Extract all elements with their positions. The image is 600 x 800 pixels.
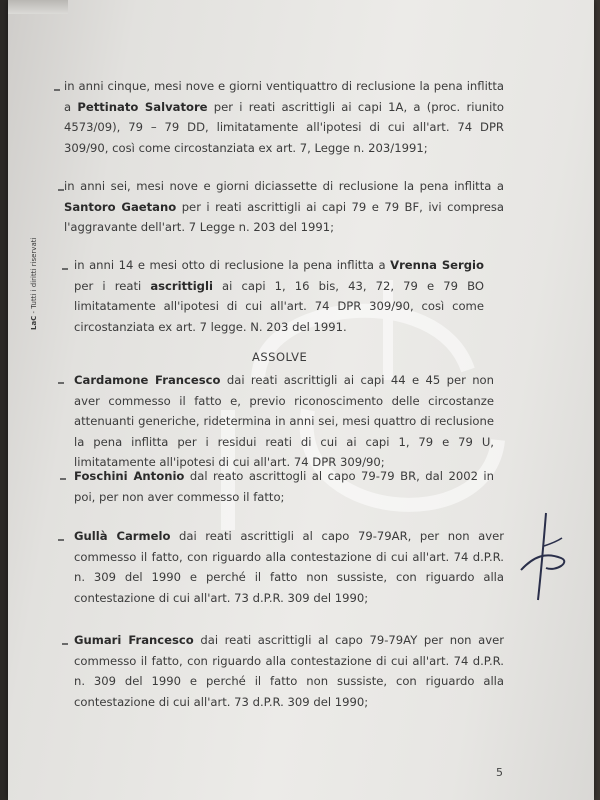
acquittal-cardamone bbox=[74, 370, 494, 473]
acquittal-gumari bbox=[74, 630, 504, 712]
defendant-name: Foschini Antonio bbox=[74, 469, 185, 483]
acquittal-gulla bbox=[74, 526, 504, 608]
paragraph-text: per i reati ascrittigli ai capi 79 e 79 BF, ivi compresa l'aggravante dell'art. 7 Legge n. 203 del 1991; bbox=[64, 199, 504, 234]
sentence-paragraph-santoro bbox=[64, 176, 504, 238]
sentence-paragraph-pettinato bbox=[64, 76, 504, 158]
paragraph-text: dal reato ascrittogli al capo 79-79 BR, dal 2002 in poi, per non aver commesso il fatto; bbox=[74, 469, 494, 504]
handwritten-initials bbox=[516, 508, 586, 608]
emphasized-word: ascrittigli bbox=[150, 278, 213, 293]
bullet-dash bbox=[54, 89, 60, 91]
paragraph-text: dai reati ascrittigli ai capi 44 e 45 per non aver commesso il fatto e, previo riconoscimento delle circostanze attenuanti generiche, ridetermina in anni sei, mesi quattro di reclusione la pena inflitta per i residui reati di cui ai capi 1, 79 e 79 U, limitatamente all'ipotesi di cui all'art. 74 DPR 309/90; bbox=[74, 373, 494, 469]
paragraph-text: in anni 14 e mesi otto di reclusione la pena inflitta a bbox=[74, 258, 391, 272]
bullet-dash bbox=[58, 539, 64, 541]
paragraph-text: dai reati ascrittigli al capo 79-79AY per non aver commesso il fatto, con riguardo alla contestazione di cui all'art. 74 d.P.R. n. 309 del 1990 e perché il fatto non sussiste, con riguardo alla contestazione di cui all'art. 73 d.P.R. 309 del 1990; bbox=[74, 633, 504, 709]
defendant-name: Gullà Carmelo bbox=[74, 529, 171, 543]
sentence-paragraph-vrenna bbox=[74, 255, 484, 337]
defendant-name: Gumari Francesco bbox=[74, 633, 194, 647]
paragraph-text: in anni sei, mesi nove e giorni diciassette di reclusione la pena inflitta a bbox=[64, 179, 504, 193]
paragraph-text: in anni cinque, mesi nove e giorni ventiquattro di reclusione la pena inflitta a bbox=[64, 79, 504, 114]
bullet-dash bbox=[60, 478, 66, 480]
document-content bbox=[8, 0, 594, 800]
paragraph-text: dai reati ascrittigli al capo 79-79AR, per non aver commesso il fatto, con riguardo alla contestazione di cui all'art. 74 d.P.R. n. 309 del 1990 e perché il fatto non sussiste, con riguardo alla contestazione di cui all'art. 73 d.P.R. 309 del 1990; bbox=[74, 529, 504, 605]
acquittal-foschini bbox=[74, 466, 494, 507]
sidenote-brand: LaC bbox=[30, 315, 38, 330]
defendant-name: Cardamone Francesco bbox=[74, 373, 221, 387]
defendant-name: Vrenna Sergio bbox=[390, 258, 484, 272]
paragraph-text: per i reati ascrittigli ai capi 1A, a (proc. riunito 4573/09), 79 – 79 DD, limitatamente all'ipotesi di cui all'art. 74 DPR 309/90, così come circostanziata ex art. 7, Legge n. 203/1991; bbox=[64, 99, 505, 155]
defendant-name: Santoro Gaetano bbox=[64, 199, 177, 214]
bullet-dash bbox=[62, 268, 68, 270]
paragraph-text: ai capi 1, 16 bis, 43, 72, 79 e 79 BO limitatamente all'ipotesi di cui all'art. 74 DPR 309/90, così come circostanziata ex art. 7 legge. N. 203 del 1991. bbox=[74, 278, 484, 334]
section-heading-assolve: ASSOLVE bbox=[252, 350, 308, 364]
bullet-dash bbox=[62, 643, 68, 645]
bullet-dash bbox=[58, 382, 64, 384]
defendant-name: Pettinato Salvatore bbox=[77, 99, 208, 114]
paragraph-text: per i reati bbox=[74, 278, 151, 293]
document-page bbox=[8, 0, 594, 800]
sidenote-rights: - Tutti i diritti riservati bbox=[30, 237, 38, 316]
page-number: 5 bbox=[496, 766, 503, 779]
